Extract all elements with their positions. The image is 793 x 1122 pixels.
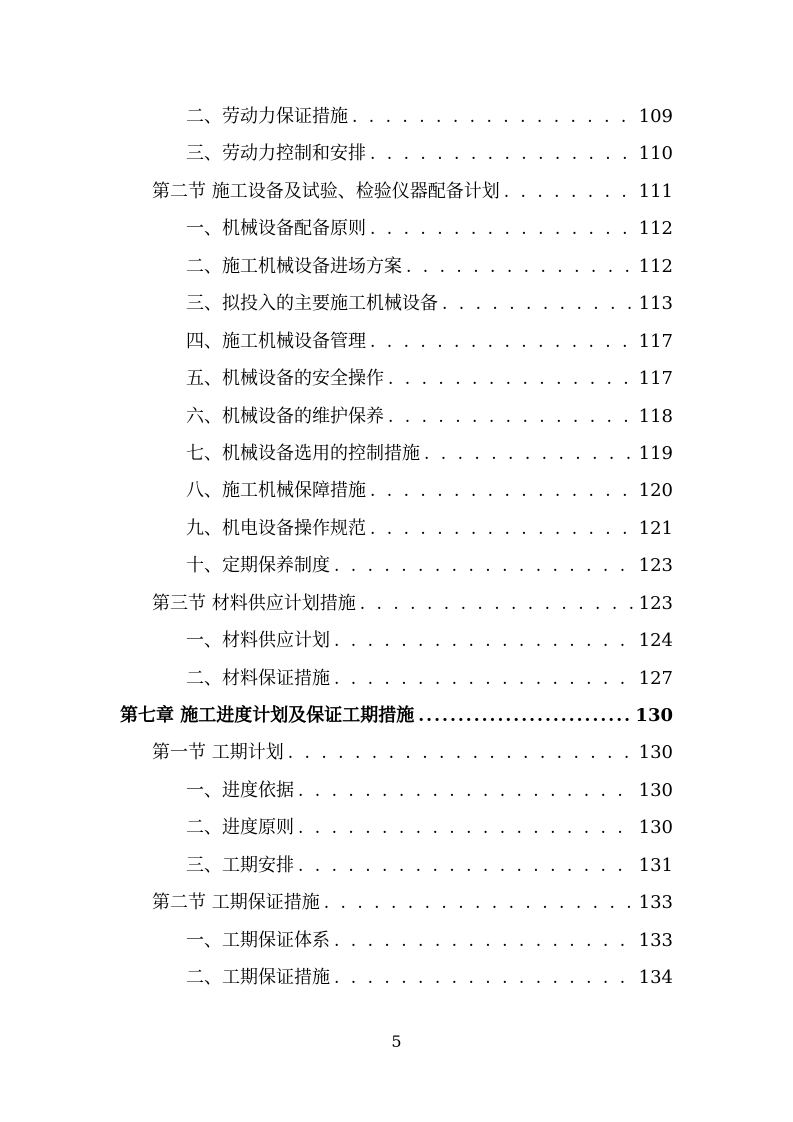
toc-entry[interactable]	[0, 360, 793, 397]
toc-entry-page-number: 119	[638, 442, 673, 464]
toc-entry[interactable]	[0, 135, 793, 172]
toc-entry-line	[186, 965, 673, 991]
toc-entry-line	[186, 553, 673, 579]
toc-entry-line	[152, 591, 673, 617]
toc-entry-title: 一、工期保证体系	[186, 929, 330, 951]
dot-leader	[352, 104, 633, 130]
toc-entry-title: 第一节 工期计划	[152, 742, 284, 764]
toc-entry[interactable]	[0, 660, 793, 697]
toc-entry-line	[186, 329, 673, 355]
toc-entry-page-number: 118	[638, 405, 673, 427]
dot-leader	[424, 441, 633, 467]
toc-entry-page-number: 134	[638, 967, 673, 989]
dot-leader	[334, 928, 633, 954]
toc-entry-title: 一、机械设备配备原则	[186, 218, 366, 240]
toc-entry-title: 二、进度原则	[186, 817, 294, 839]
toc-entry-line	[186, 778, 673, 804]
toc-entry-page-number: 130	[638, 817, 673, 839]
toc-entry[interactable]	[0, 772, 793, 809]
toc-entry-page-number: 110	[638, 143, 673, 165]
toc-entry-title: 二、施工机械设备进场方案	[186, 255, 402, 277]
dot-leader	[370, 478, 633, 504]
toc-entry-page-number: 130	[638, 779, 673, 801]
toc-entry-page-number: 117	[638, 368, 673, 390]
toc-entry-page-number: 131	[638, 854, 673, 876]
toc-entry-title: 二、劳动力保证措施	[186, 106, 348, 127]
toc-entry[interactable]	[0, 210, 793, 247]
toc-entry-page-number: 124	[638, 630, 673, 652]
dot-leader	[418, 703, 629, 729]
dot-leader	[288, 740, 633, 766]
toc-entry-title: 十、定期保养制度	[186, 555, 330, 577]
page-number: 5	[391, 1032, 402, 1051]
toc-entry-title: 第二节 工期保证措施	[152, 892, 320, 914]
toc-entry-line	[186, 291, 673, 317]
toc-entry-title: 七、机械设备选用的控制措施	[186, 442, 420, 464]
toc-entry-line	[186, 254, 673, 280]
toc-entry-page-number: 121	[638, 517, 673, 539]
toc-entry-page-number: 112	[638, 255, 673, 277]
toc-entry[interactable]	[0, 734, 793, 771]
dot-leader	[442, 291, 633, 317]
toc-entry-page-number: 109	[638, 106, 673, 127]
dot-leader	[334, 628, 633, 654]
toc-entry-line	[120, 703, 673, 729]
dot-leader	[370, 329, 633, 355]
toc-entry-title: 九、机电设备操作规范	[186, 517, 366, 539]
toc-entry-title: 第三节 材料供应计划措施	[152, 592, 356, 614]
toc-entry[interactable]	[0, 323, 793, 360]
toc-entry-line	[186, 478, 673, 504]
toc-entry[interactable]	[0, 248, 793, 285]
toc-entry-page-number: 123	[638, 555, 673, 577]
toc-entry[interactable]	[0, 959, 793, 996]
toc-entry-title: 三、劳动力控制和安排	[186, 143, 366, 165]
toc-entry-line	[186, 666, 673, 692]
toc-entry-page-number: 120	[638, 480, 673, 502]
toc-entry[interactable]	[0, 884, 793, 921]
toc-entry[interactable]	[0, 435, 793, 472]
dot-leader	[334, 965, 633, 991]
toc-entry-line	[152, 740, 673, 766]
dot-leader	[388, 404, 633, 430]
toc-entry-page-number: 133	[638, 892, 673, 914]
toc-entry-page-number: 113	[638, 293, 673, 315]
toc-entry[interactable]	[0, 398, 793, 435]
toc-entry-line	[186, 628, 673, 654]
toc-entry-title: 五、机械设备的安全操作	[186, 368, 384, 390]
toc-entry-line	[186, 815, 673, 841]
toc-entry-page-number: 130	[635, 705, 673, 726]
toc-entry-title: 一、进度依据	[186, 779, 294, 801]
toc-entry-page-number: 123	[638, 592, 673, 614]
toc-entry-title: 二、工期保证措施	[186, 967, 330, 989]
toc-entry-page-number: 112	[638, 218, 673, 240]
toc-entry-line	[186, 216, 673, 242]
toc-entry[interactable]	[0, 622, 793, 659]
toc-entry-page-number: 130	[638, 742, 673, 764]
toc-entry-line	[152, 890, 673, 916]
toc-entry[interactable]	[0, 98, 793, 135]
dot-leader	[334, 553, 633, 579]
toc-entry[interactable]	[0, 847, 793, 884]
toc-entry-title: 八、施工机械保障措施	[186, 480, 366, 502]
dot-leader	[370, 141, 633, 167]
toc-entry[interactable]	[0, 285, 793, 322]
toc-entry-title: 六、机械设备的维护保养	[186, 405, 384, 427]
toc-entry[interactable]	[0, 173, 793, 210]
toc-entry-title: 三、工期安排	[186, 854, 294, 876]
dot-leader	[298, 853, 633, 879]
dot-leader	[298, 815, 633, 841]
toc-entry-title: 一、材料供应计划	[186, 630, 330, 652]
toc-entry-line	[186, 366, 673, 392]
toc-entry-line	[186, 853, 673, 879]
toc-entry-line	[152, 179, 673, 205]
toc-entry[interactable]	[0, 922, 793, 959]
toc-entry-line	[186, 141, 673, 167]
toc-entry[interactable]	[0, 697, 793, 734]
table-of-contents	[0, 98, 793, 997]
toc-entry[interactable]	[0, 510, 793, 547]
toc-entry-title: 第七章 施工进度计划及保证工期措施	[120, 705, 415, 726]
dot-leader	[370, 516, 633, 542]
toc-entry-title: 二、材料保证措施	[186, 667, 330, 689]
toc-entry-line	[186, 404, 673, 430]
toc-entry-line	[186, 928, 673, 954]
toc-entry-line	[186, 516, 673, 542]
toc-entry-line	[186, 104, 673, 130]
toc-entry-title: 第二节 施工设备及试验、检验仪器配备计划	[152, 180, 500, 202]
dot-leader	[406, 254, 633, 280]
toc-entry-page-number: 127	[638, 667, 673, 689]
toc-entry[interactable]	[0, 585, 793, 622]
toc-entry-title: 三、拟投入的主要施工机械设备	[186, 293, 438, 315]
toc-entry-page-number: 117	[638, 330, 673, 352]
toc-entry-title: 四、施工机械设备管理	[186, 330, 366, 352]
dot-leader	[298, 778, 633, 804]
dot-leader	[504, 179, 633, 205]
toc-entry[interactable]	[0, 809, 793, 846]
dot-leader	[334, 666, 633, 692]
dot-leader	[388, 366, 633, 392]
toc-entry-line	[186, 441, 673, 467]
dot-leader	[324, 890, 633, 916]
dot-leader	[360, 591, 633, 617]
toc-entry[interactable]	[0, 547, 793, 584]
toc-entry-page-number: 111	[638, 180, 673, 202]
toc-entry[interactable]	[0, 472, 793, 509]
toc-entry-page-number: 133	[638, 929, 673, 951]
dot-leader	[370, 216, 633, 242]
